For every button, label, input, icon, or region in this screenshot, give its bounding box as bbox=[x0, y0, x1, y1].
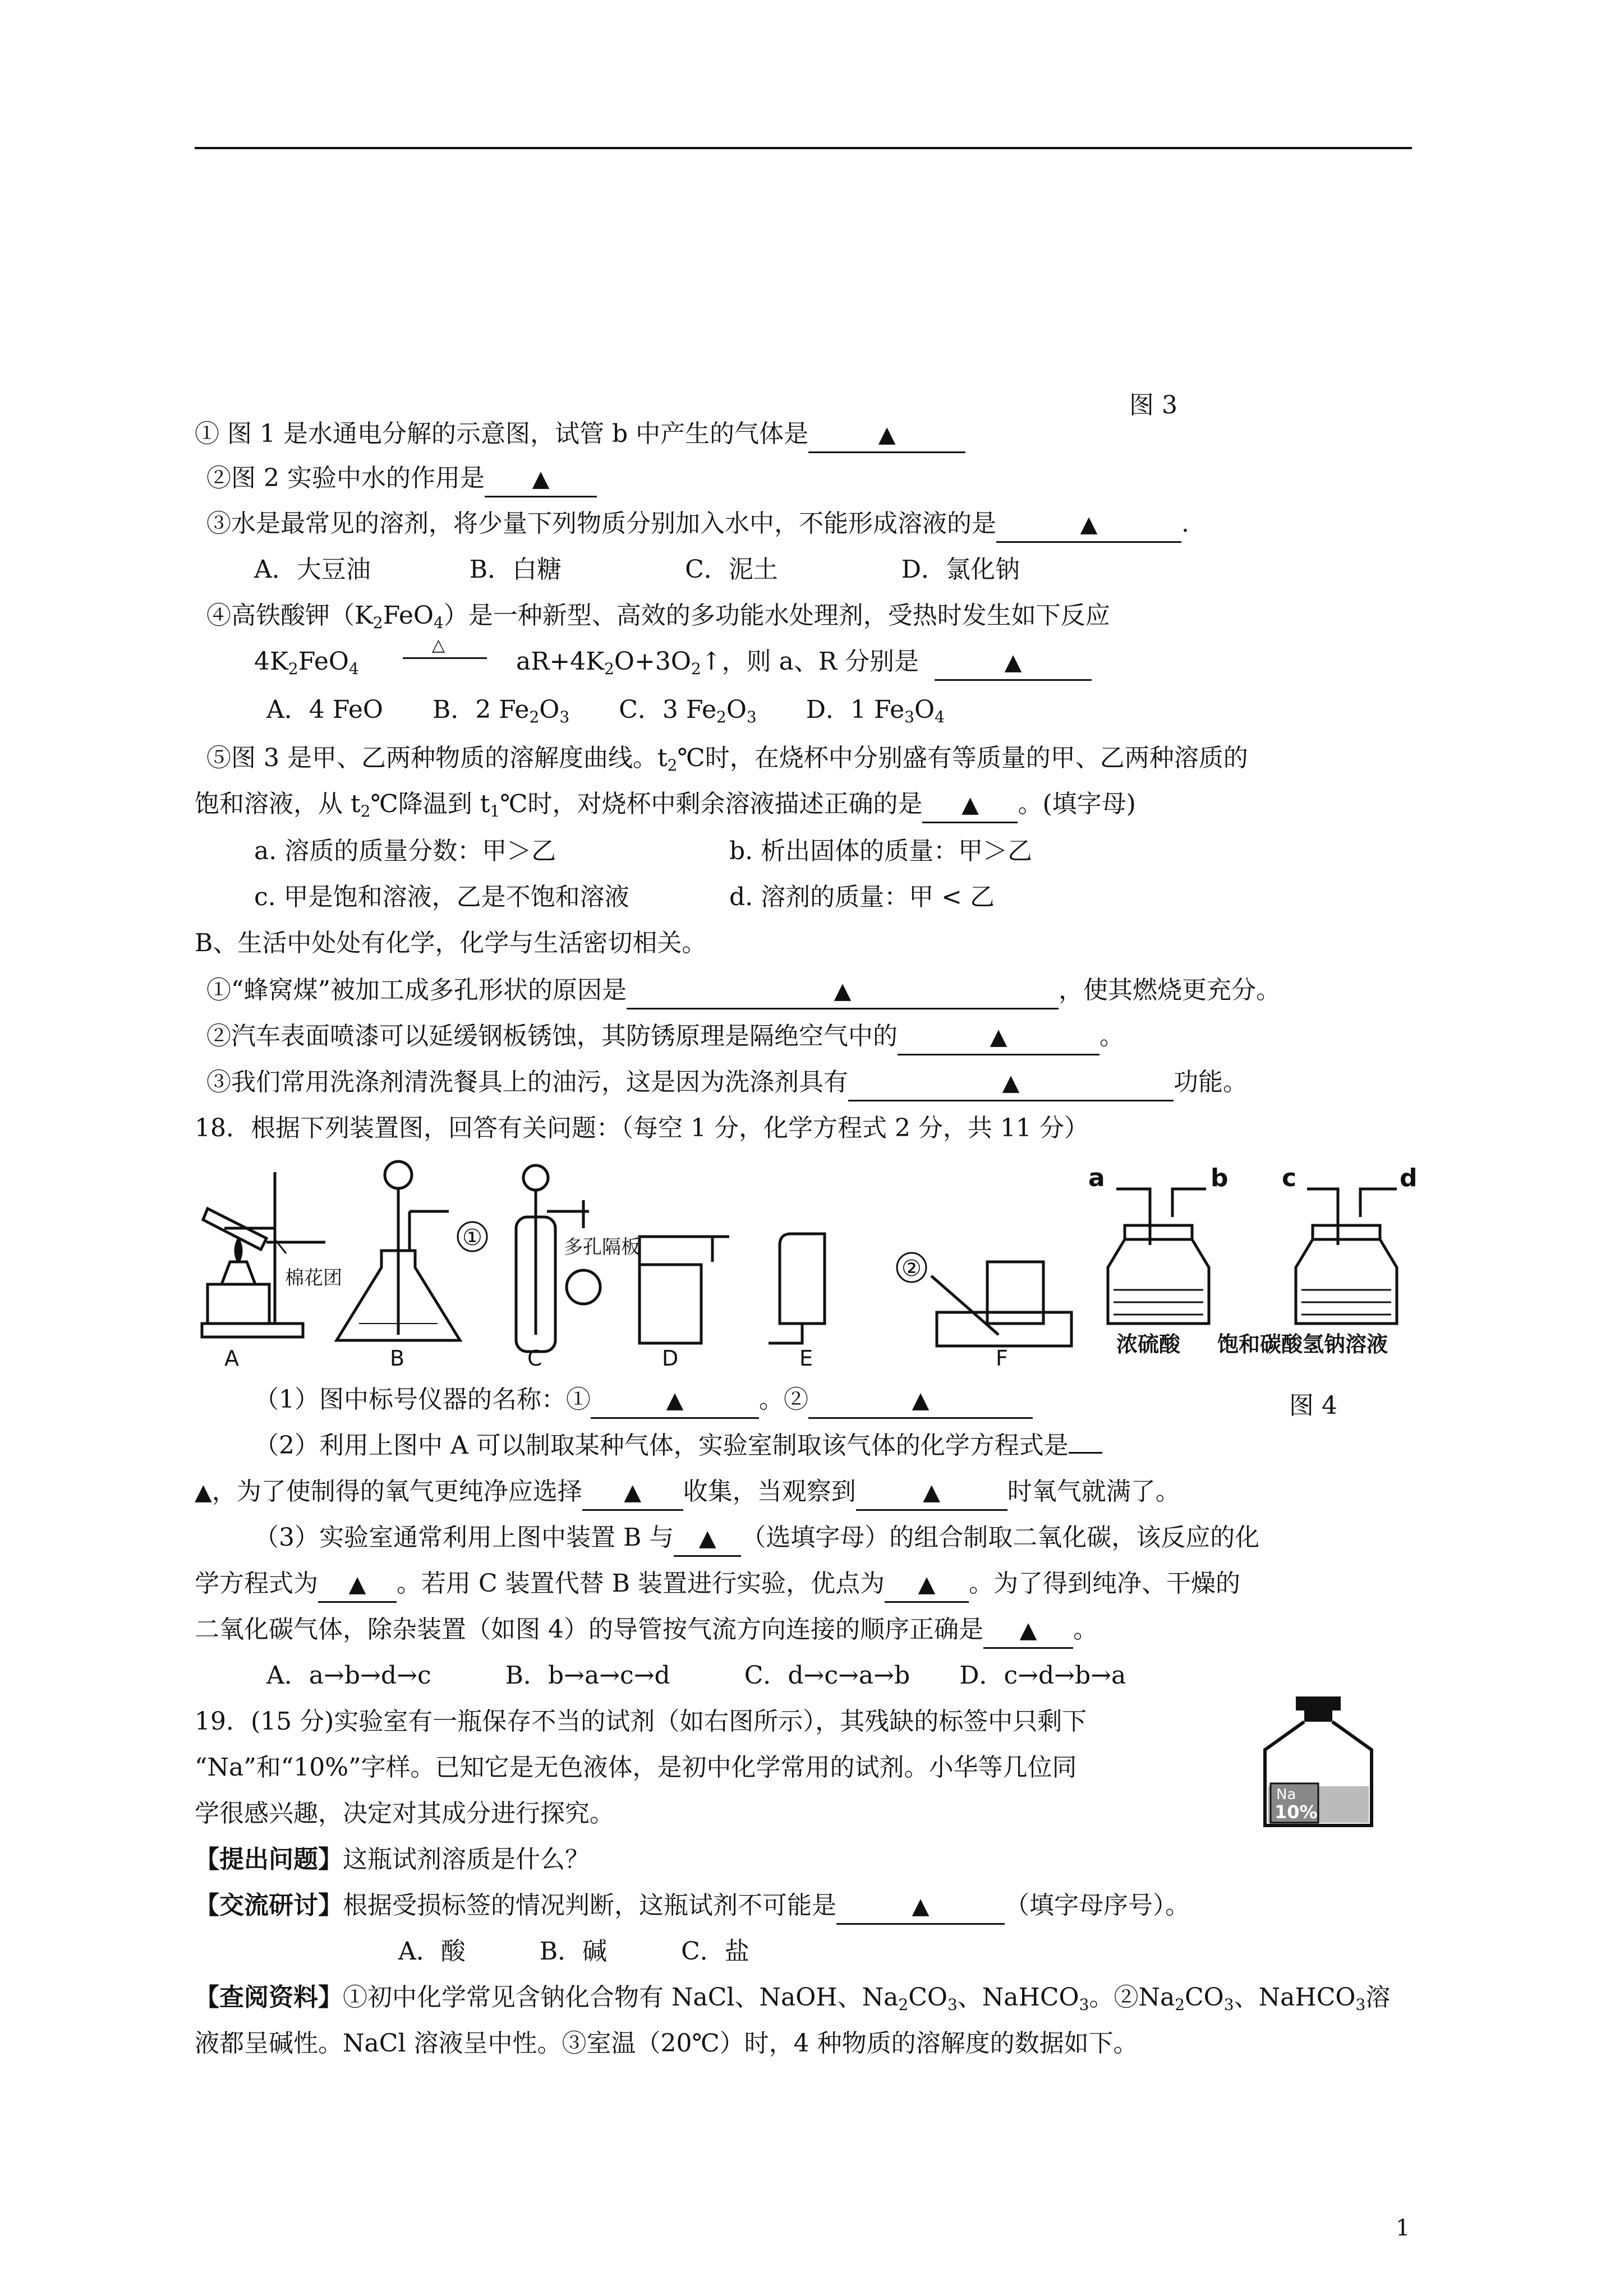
heat-symbol: △ bbox=[432, 635, 445, 655]
q18-p2-line2: ▲，为了使制得的氧气更纯净应选择 ▲ 收集，当观察到 ▲ 时氧气就满了。 bbox=[195, 1475, 1180, 1511]
port-b-label: b bbox=[1211, 1164, 1229, 1192]
q19-line3: 学很感兴趣，决定对其成分进行探究。 bbox=[195, 1799, 614, 1828]
q19-resources-line1: 【查阅资料】①初中化学常见含钠化合物有 NaCl、NaOH、$Na_2CO_3$、NaHCO$_3$。$②Na_2CO_3$、NaHCO$_3$溶 bbox=[195, 1983, 1391, 2014]
q19-discussion: 【交流研讨】根据受损标签的情况判断，这瓶试剂不可能是 ▲ （填字母序号）。 bbox=[195, 1889, 1190, 1925]
answer-blank[interactable]: ▲ bbox=[808, 417, 965, 453]
answer-blank[interactable]: ▲ bbox=[885, 1567, 969, 1603]
qa-item5-opt-d: d. 溶剂的质量：甲 < 乙 bbox=[729, 883, 995, 911]
label-instrument-1: ① bbox=[462, 1225, 482, 1251]
page-number: 1 bbox=[1396, 2215, 1410, 2241]
qb-intro: B、生活中处处有化学，化学与生活密切相关。 bbox=[195, 929, 707, 957]
label-cotton: 棉花团 bbox=[285, 1267, 342, 1289]
port-a-label: a bbox=[1088, 1164, 1105, 1192]
answer-blank[interactable]: ▲ bbox=[808, 1383, 1033, 1419]
qb-item1: ①“蜂窝煤”被加工成多孔形状的原因是 ▲ ，使其燃烧更充分。 bbox=[206, 974, 1281, 1009]
label-porous-plate: 多孔隔板 bbox=[564, 1236, 640, 1258]
q19-line2: “Na”和“10%”字样。已知它是无色液体，是初中化学常用的试剂。小华等几位同 bbox=[195, 1753, 1077, 1782]
qa-item3-options: A．大豆油 B．白糖 C．泥土 D．氯化钠 bbox=[254, 555, 1020, 584]
apparatus-b-label: B bbox=[390, 1346, 405, 1371]
apparatus-figure bbox=[191, 1155, 1156, 1374]
apparatus-a-label: A bbox=[224, 1346, 239, 1371]
answer-blank[interactable]: ▲ bbox=[318, 1567, 397, 1603]
answer-blank[interactable]: ▲ bbox=[983, 1613, 1073, 1649]
answer-blank[interactable]: ▲ bbox=[674, 1521, 741, 1557]
fig3-caption: 图 3 bbox=[1129, 391, 1177, 419]
q19-resources-line2: 液都呈碱性。NaCl 溶液呈中性。③室温（20℃）时，4 种物质的溶解度的数据如下。 bbox=[195, 2029, 1138, 2058]
bottle-1-label: 浓硫酸 bbox=[1116, 1332, 1181, 1357]
q18-p3-line1: （3）实验室通常利用上图中装置 B 与 ▲ （选填字母）的组合制取二氧化碳，该反应的化 bbox=[254, 1521, 1259, 1557]
answer-blank[interactable]: ▲ bbox=[922, 787, 1018, 823]
q18-p3-line3: 二氧化碳气体，除杂装置（如图 4）的导管按气流方向连接的顺序正确是 ▲ 。 bbox=[195, 1613, 1098, 1649]
q19-question: 【提出问题】这瓶试剂溶质是什么？ bbox=[195, 1845, 590, 1874]
qa-item4-options: A．4 FeO B．2 $Fe_2O_3$ C．3 $Fe_2O_3$ D．1 $Fe_3O_4$ bbox=[266, 695, 945, 726]
q19-line1: 19．(15 分)实验室有一瓶保存不当的试剂（如右图所示），其残缺的标签中只剩下 bbox=[195, 1707, 1087, 1736]
qa-item3: ③水是最常见的溶剂，将少量下列物质分别加入水中，不能形成溶液的是 ▲ . bbox=[206, 507, 1189, 543]
answer-blank[interactable]: ▲ bbox=[836, 1889, 1005, 1925]
apparatus-e-label: E bbox=[799, 1346, 813, 1371]
answer-blank[interactable]: ▲ bbox=[627, 974, 1059, 1009]
qa-item2: ②图 2 实验中水的作用是 ▲ bbox=[206, 462, 597, 497]
qa-item4-equation-right: $aR+4K_2O+3O_2↑$，则 a、R 分别是 ▲ bbox=[516, 645, 1092, 681]
q18-p3-options: A．a→b→d→c B．b→a→c→d C．d→c→a→b D．c→d→b→a bbox=[266, 1661, 1126, 1690]
qa-item5-line1: ⑤图 3 是甲、乙两种物质的溶解度曲线。$t_2℃$时，在烧杯中分别盛有等质量的甲、乙两种溶质的 bbox=[206, 744, 1248, 774]
answer-blank[interactable]: ▲ bbox=[848, 1066, 1174, 1101]
bottle-label-na: Na bbox=[1276, 1786, 1296, 1803]
qa-item5-opt-c: c. 甲是饱和溶液，乙是不饱和溶液 bbox=[254, 883, 629, 911]
qa-item4-equation: $4K_2FeO_4$ bbox=[254, 647, 359, 678]
qa-item5-opt-b: b. 析出固体的质量：甲＞乙 bbox=[729, 837, 1033, 865]
port-c-label: c bbox=[1282, 1164, 1297, 1192]
qb-item2: ②汽车表面喷漆可以延缓钢板锈蚀，其防锈原理是隔绝空气中的 ▲ 。 bbox=[206, 1020, 1124, 1055]
bottle-label-percent: 10% bbox=[1275, 1801, 1318, 1823]
answer-blank[interactable]: ▲ bbox=[935, 645, 1092, 681]
answer-blank[interactable]: ▲ bbox=[996, 507, 1181, 543]
qa-item5-opt-a: a. 溶质的质量分数：甲＞乙 bbox=[254, 837, 556, 865]
apparatus-c-label: C bbox=[527, 1346, 542, 1371]
q18-p2-line1: （2）利用上图中 A 可以制取某种气体，实验室制取该气体的化学方程式是 bbox=[254, 1429, 1102, 1463]
apparatus-d-label: D bbox=[662, 1346, 679, 1371]
qa-item1 bbox=[195, 417, 965, 453]
q18-title: 18．根据下列装置图，回答有关问题：（每空 1 分，化学方程式 2 分，共 11 分） bbox=[195, 1114, 1089, 1142]
q18-p1: （1）图中标号仪器的名称：① ▲ 。② ▲ bbox=[254, 1383, 1033, 1419]
label-instrument-2: ② bbox=[901, 1256, 922, 1281]
qa-item1-text: ① 图 1 是水通电分解的示意图，试管 b 中产生的气体是 bbox=[195, 419, 809, 448]
answer-blank[interactable]: ▲ bbox=[591, 1383, 759, 1419]
wash-bottles-figure bbox=[1083, 1155, 1464, 1363]
qa-item4: ④高铁酸钾$(K_2FeO_4)$是一种新型、高效的多功能水处理剂，受热时发生如下反应 bbox=[206, 601, 1110, 632]
reaction-arrow-line bbox=[403, 657, 487, 659]
answer-blank[interactable]: ▲ bbox=[856, 1475, 1007, 1511]
answer-blank[interactable]: ▲ bbox=[485, 462, 597, 497]
port-d-label: d bbox=[1400, 1164, 1418, 1192]
qa-item5-line2: 饱和溶液，从 $t_2℃$降温到 $t_1℃$时，对烧杯中剩余溶液描述正确的是 ▲ 。(填字母) bbox=[195, 787, 1136, 823]
reagent-bottle-image bbox=[1251, 1688, 1386, 1834]
apparatus-f-label: F bbox=[996, 1346, 1008, 1371]
bottle-2-label: 饱和碳酸氢钠溶液 bbox=[1217, 1332, 1388, 1357]
answer-blank[interactable]: ▲ bbox=[898, 1020, 1099, 1055]
header-rule bbox=[195, 147, 1412, 149]
qb-item3: ③我们常用洗涤剂清洗餐具上的油污，这是因为洗涤剂具有 ▲ 功能。 bbox=[206, 1066, 1248, 1101]
fig4-caption: 图 4 bbox=[1289, 1391, 1337, 1420]
q19-discussion-options: A．酸 B．碱 C．盐 bbox=[398, 1937, 749, 1966]
answer-blank[interactable]: ▲ bbox=[582, 1475, 683, 1511]
answer-blank[interactable] bbox=[1069, 1452, 1102, 1454]
q18-p3-line2: 学方程式为 ▲ 。若用 C 装置代替 B 装置进行实验，优点为 ▲ 。为了得到纯净、干燥的 bbox=[195, 1567, 1240, 1603]
